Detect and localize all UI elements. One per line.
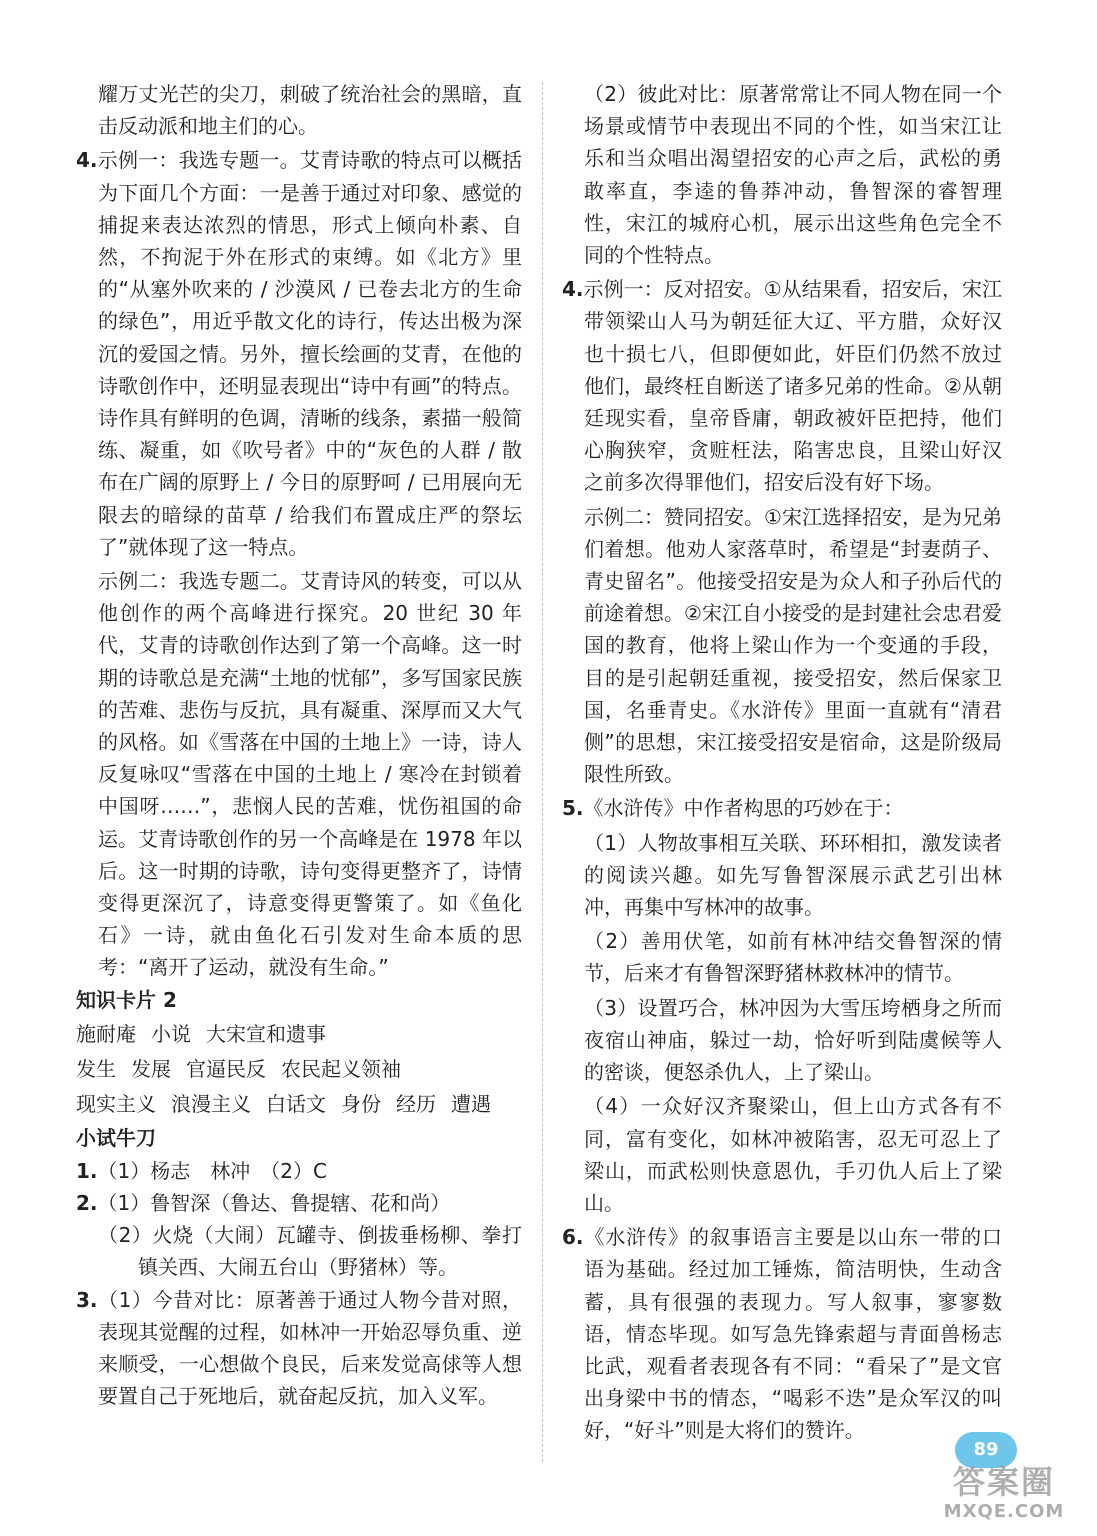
practice-2-part-1: （1）鲁智深（鲁达、鲁提辖、花和尚） [97,1190,451,1215]
knowledge-card-title: 知识卡片 2 [76,987,177,1012]
practice-3-number: 3. [76,1287,98,1312]
card-term: 农民起义领袖 [281,1056,401,1081]
card-term: 发展 [131,1056,171,1081]
practice-3 [76,1284,522,1413]
card-term: 现实主义 [76,1091,156,1116]
answer-4-example-2: 示例二：我选专题二。艾青诗风的转变，可以从他创作的两个高峰进行探究。20 世纪 30 年代，艾青的诗歌创作达到了第一个高峰。这一时期的诗歌总是充满“土地的忧郁”，多写国家民族的苦难、悲伤与反抗，具有凝重、深厚而又大气的风格。如《雪落在中国的土地上》一诗，诗人反复咏叹“雪落在中国的土地上 / 寒冷在封锁着中国呀……”，悲悯人民的苦难，忧伤祖国的命运。艾青诗歌创作的另一个高峰是在 1978 年以后。这一时期的诗歌，诗句变得更整齐了，诗情变得更深沉了，诗意变得更警策了。如《鱼化石》一诗，就由鱼化石引发对生命本质的思考：“离开了运动，就没有生命。” [98,569,522,980]
practice-6 [562,1221,1002,1446]
practice-1 [76,1155,522,1187]
practice-5-point-1: （1）人物故事相互关联、环环相扣，激发读者的阅读兴趣。如先写鲁智深展示武艺引出林冲，再集中写林冲的故事。 [584,830,1002,920]
practice-4 [562,273,1002,498]
practice-1-text: （1）杨志 林冲 （2）C [97,1158,327,1183]
card-term: 小说 [151,1021,191,1046]
practice-6-number: 6. [562,1225,584,1250]
card-term: 发生 [76,1056,116,1081]
practice-1-number: 1. [76,1158,98,1183]
card-term: 施耐庵 [76,1021,136,1046]
answer-4-example-1: 示例一：我选专题一。艾青诗歌的特点可以概括为下面几个方面：一是善于通过对印象、感觉的捕捉来表达浓烈的情思，形式上倾向朴素、自然，不拘泥于外在形式的束缚。如《北方》里的“从塞外吹来的 / 沙漠风 / 已卷去北方的生命的绿色”，用近乎散文化的诗行，传达出极为深沉的爱国之情。另外，擅长绘画的艾青，在他的诗歌创作中，还明显表现出“诗中有画”的特点。诗作具有鲜明的色调，清晰的线条，素描一般简练、凝重，如《吹号者》中的“灰色的人群 / 散布在广阔的原野上 / 今日的原野呵 / 已用展向无限去的暗绿的苗草 / 给我们布置成庄严的祭坛了”就体现了这一特点。 [97,148,522,559]
practice-5-point-2: （2）善用伏笔，如前有林冲结交鲁智深的情节，后来才有鲁智深野猪林救林冲的情节。 [584,929,1002,986]
card-row-3 [76,1087,522,1122]
right-column [562,78,1002,1447]
practice-5 [562,792,1002,824]
answer-4-number: 4. [76,148,98,173]
practice-3-part-1: （1）今昔对比：原著善于通过人物今昔对照，表现其觉醒的过程，如林冲一开始忍辱负重、逆来顺受，一心想做个良民，后来发觉高俅等人想要置自己于死地后，就奋起反抗，加入义军。 [97,1287,522,1409]
practice-6-text: 《水浒传》的叙事语言主要是以山东一带的口语为基础。经过加工锤炼，简洁明快，生动含蓄，具有很强的表现力。写人叙事，寥寥数语，情态毕现。如写急先锋索超与青面兽杨志比武，观看者表现各有不同：“看呆了”是文官出身梁中书的情态，“喝彩不迭”是众军汉的叫好，“好斗”则是大将们的赞许。 [583,1225,1002,1443]
practice-4-number: 4. [562,277,584,302]
practice-5-point-4: （4）一众好汉齐聚梁山，但上山方式各有不同，富有变化，如林冲被陷害，忍无可忍上了梁山，而武松则快意恩仇，手刃仇人后上了梁山。 [584,1094,1002,1215]
card-row-2 [76,1052,522,1087]
practice-3-part-2: （2）彼此对比：原著常常让不同人物在同一个场景或情节中表现出不同的个性，如当宋江让乐和当众唱出渴望招安的心声之后，武松的勇敢率直，李逵的鲁莽冲动，鲁智深的睿智理性，宋江的城府心机，展示出这些角色完全不同的个性特点。 [584,82,1002,268]
card-term: 白话文 [266,1091,326,1116]
practice-4-example-2: 示例二：赞同招安。①宋江选择招安，是为兄弟们着想。他劝人家落草时，希望是“封妻荫子、青史留名”。他接受招安是为众人和子孙后代的前途着想。②宋江自小接受的是封建社会忠君爱国的教育，他将上梁山作为一个变通的手段，目的是引起朝廷重视，接受招安，然后保家卫国，名垂青史。《水浒传》里面一直就有“清君侧”的思想，宋江接受招安是宿命，这是阶级局限性所致。 [584,504,1002,787]
left-column [76,78,522,1412]
card-term: 浪漫主义 [171,1091,251,1116]
card-term: 遭遇 [451,1091,491,1116]
card-term: 官逼民反 [186,1056,266,1081]
practice-2-part-2: （2）火烧（大闹）瓦罐寺、倒拔垂杨柳、拳打镇关西、大闹五台山（野猪林）等。 [98,1223,522,1280]
practice-title: 小试牛刀 [76,1125,156,1150]
intro-paragraph: 耀万丈光芒的尖刀，刺破了统治社会的黑暗，直击反动派和地主们的心。 [98,82,522,139]
practice-2-number: 2. [76,1190,98,1215]
practice-5-number: 5. [562,796,584,821]
card-term: 经历 [396,1091,436,1116]
watermark-logo-text: 答案圈 [952,1463,1055,1501]
card-term: 身份 [341,1091,381,1116]
card-row-1 [76,1017,522,1052]
practice-5-text: 《水浒传》中作者构思的巧妙在于： [583,796,904,821]
column-divider [542,82,543,1462]
practice-2 [76,1187,522,1219]
answer-4 [76,144,522,563]
card-term: 大宋宣和遗事 [206,1021,326,1046]
practice-5-point-3: （3）设置巧合，林冲因为大雪压垮栖身之所而夜宿山神庙，躲过一劫，恰好听到陆虞候等人的密谈，便怒杀仇人，上了梁山。 [584,995,1002,1085]
practice-4-example-1: 示例一：反对招安。①从结果看，招安后，宋江带领梁山人马为朝廷征大辽、平方腊，众好汉也十损七八，但即便如此，奸臣们仍然不放过他们，最终枉自断送了诸多兄弟的性命。②从朝廷现实看，皇帝昏庸，朝政被奸臣把持，他们心胸狭窄，贪赃枉法，陷害忠良，且梁山好汉之前多次得罪他们，招安后没有好下场。 [583,277,1002,495]
page-number: 89 [955,1432,1017,1468]
watermark [920,1462,1088,1528]
watermark-url: MXQE.COM [943,1501,1065,1522]
